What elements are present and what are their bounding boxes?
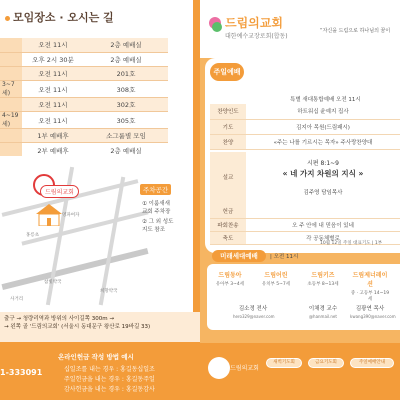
next-gen-time: | 오전 11시 [270,254,299,260]
schedule-place: 308호 [84,81,168,98]
order-row [210,119,400,134]
schedule-time: 오전 11시 [22,66,84,80]
schedule-row [0,112,168,129]
schedule-time: 2부 예배후 [22,143,84,157]
schedule-row [0,81,168,98]
staff-name: 김소정 전사 [238,306,268,312]
schedule-time: 오전 11시 [22,81,84,98]
schedule-place: 302호 [84,98,168,112]
account-number: 1-333091 [0,368,43,377]
online-offering-line: 감사헌금을 내는 경우 : 홍길동감사 [64,386,155,393]
schedule-group [0,66,22,80]
schedule-row [0,38,168,52]
worship-order-table-2 [210,205,400,245]
order-value: 하트워십 윤예지 집사 [246,104,400,119]
schedule-row [0,66,168,80]
church-icon [36,204,62,226]
schedule-place: 2층 예배실 [84,52,168,66]
schedule-row [0,129,168,143]
online-offering-title: 온라인헌금 작성 방법 예시 [58,353,134,361]
map-label: 영파여자 [62,213,80,218]
schedule-time: 1부 예배후 [22,129,84,143]
bottom-logo-icon [208,357,230,379]
map-label: 사거리 [10,297,24,302]
staff-email: kwang390@naver.com [350,314,396,319]
schedule-time: 오전 11시 [22,38,84,52]
map-road [99,177,126,306]
dept-item [303,270,343,287]
dept-info: 유아부 3~4세 [215,282,245,287]
staff-email: hero329@naver.com [233,314,275,319]
bullet-dot-icon [5,16,10,21]
schedule-time: 오전 11시 [22,112,84,129]
order-row [210,134,400,149]
bottom-logo-text: 드림의교회 [230,365,259,372]
prayer-note: 10월 12일 주일 대표기도 | 1부 [320,241,383,246]
map-pin-label: 드림의교회 [40,185,79,198]
sermon-preacher: 김주영 담임목사 [303,190,343,196]
schedule-group: 4~19세) [0,112,22,129]
staff-name: 김광연 목사 [355,306,385,312]
info-pill[interactable]: 금요기도회 [308,358,344,368]
directions-line: 출구 → 청량리역과 방위의 사이길쪽 300m → [4,316,114,322]
dept-info: 초등부 8~13세 [307,282,339,287]
staff-email: @hanmail.net [309,314,337,319]
schedule-table [0,38,168,172]
info-pill[interactable]: 주일예배안내 [350,358,394,368]
section-title: 모임장소 · 오시는 길 [5,9,114,25]
schedule-group [0,52,22,66]
church-denomination: 대한예수교장로회(합동) [225,33,288,40]
order-label: 기도 [210,119,246,134]
sermon-reference: 시편 8:1~9 [306,160,339,167]
church-motto: “자신을 드림으로 하나님의 꿈이 [320,28,391,34]
staff-name: 이채경 교수 [308,306,338,312]
schedule-row [0,52,168,66]
schedule-place: 2층 예배실 [84,38,168,52]
order-value: 김지아 목원(드림패시) [246,119,400,134]
map-road [2,248,149,290]
schedule-time: 오후 2시 30분 [22,52,84,66]
sermon-box [246,154,400,205]
dept-info: 중 · 고등부 14~19세 [350,291,390,302]
order-row [210,205,400,218]
map-label: 홍릉초 [26,233,40,238]
parking-item: ① 이룸새새 [142,201,170,207]
church-name: 드림의교회 [225,16,283,30]
schedule-row [0,143,168,157]
right-panel [200,0,400,400]
order-label: 찬양 [210,134,246,149]
order-row [210,104,400,119]
logo-leaf-icon [212,22,222,32]
order-value: «주는 나를 기르시는 목자» 주사랑찬양대 [246,134,400,149]
worship-tag: 주일예배 [210,63,244,81]
schedule-place: 소그룹별 모임 [84,129,168,143]
schedule-place: 305호 [84,112,168,129]
service-title: 특별 새대통합예배 오전 11시 [290,97,361,103]
schedule-time: 오전 11시 [22,98,84,112]
parking-item: 교회 주차장 [142,209,171,215]
parking-title: 주차공간 [140,184,171,195]
dept-info: 유치부 5~7세 [261,282,291,287]
sermon-title: « 네 가지 차원의 지식 » [282,169,364,178]
dept-item [256,270,296,287]
schedule-group [0,129,22,143]
schedule-group [0,143,22,157]
dept-item [350,270,390,302]
schedule-group [0,98,22,112]
online-offering-line: 십일조를 내는 경우 : 홍길동십일조 [64,366,155,373]
info-pill[interactable]: 새벽기도회 [266,358,302,368]
schedule-group: 3~7세) [0,81,22,98]
dept-name: 드림어린 [264,272,288,279]
schedule-place: 2층 예배실 [84,143,168,157]
worship-order-table [210,104,400,150]
directions-line: → 왼쪽 골 '드림의교회' (서울시 동대문구 왕산로 19바길 33) [4,324,151,330]
order-label: 찬양인도 [210,104,246,119]
order-label: 파회찬송 [210,218,246,231]
location-map [0,156,193,312]
order-value: 오 주 안에 내 믿음이 있네 [246,218,400,231]
order-label: 축도 [210,231,246,244]
dept-name: 드림키즈 [311,272,335,279]
sermon-label: 설교 [210,152,246,205]
dept-name: 드림제너레이션 [352,272,388,288]
order-value [246,205,400,218]
map-label: 희망약국 [100,289,118,294]
dept-name: 드림동아 [218,272,242,279]
parking-item: 지도 참조 [142,227,166,233]
order-value: 각 공동체별로 [246,231,400,244]
directions-box [0,312,200,342]
order-row [210,218,400,231]
schedule-group [0,38,22,52]
next-gen-tag: 미래세대예배 [212,250,266,262]
parking-item: ② 그 외 성도 [142,219,174,225]
order-label: 헌금 [210,205,246,218]
church-header [200,0,400,58]
dept-item [210,270,250,287]
schedule-place: 201호 [84,66,168,80]
schedule-row [0,98,168,112]
online-offering-line: 주일헌금을 내는 경우 : 홍길동주일 [64,376,155,383]
map-label: 참빛약국 [44,280,62,285]
